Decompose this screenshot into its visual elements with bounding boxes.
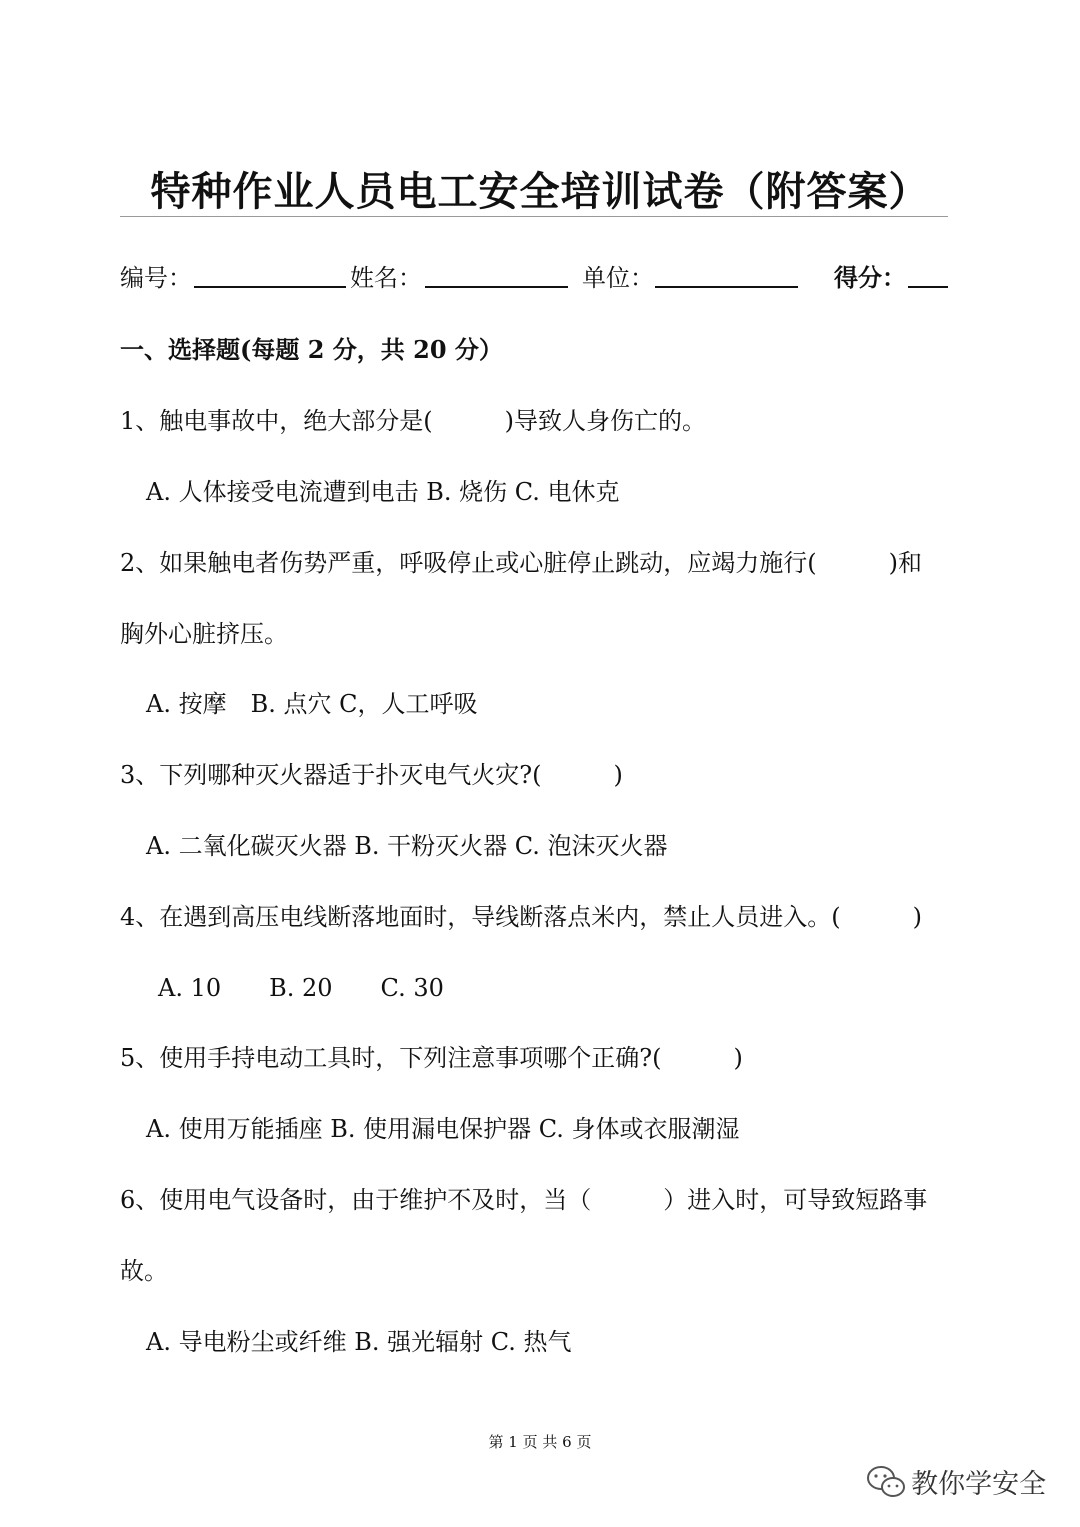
question-2-cont: 胸外心脏挤压。	[120, 620, 288, 648]
score-blank	[908, 286, 948, 288]
question-5-options: A. 使用万能插座 B. 使用漏电保护器 C. 身体或衣服潮湿	[146, 1115, 740, 1143]
question-6-cont: 故。	[120, 1257, 168, 1285]
page-title: 特种作业人员电工安全培训试卷（附答案）	[150, 168, 930, 215]
wechat-icon	[866, 1464, 906, 1500]
watermark	[866, 1462, 1046, 1501]
question-4: 4、在遇到高压电线断落地面时，导线断落点米内，禁止人员进入。( )	[120, 903, 922, 931]
question-6: 6、使用电气设备时，由于维护不及时，当（ ）进入时，可导致短路事	[120, 1186, 928, 1214]
question-5: 5、使用手持电动工具时，下列注意事项哪个正确?( )	[120, 1044, 743, 1072]
name-label: 姓名：	[350, 264, 422, 292]
question-1-options: A. 人体接受电流遭到电击 B. 烧伤 C. 电休克	[146, 478, 620, 506]
question-3: 3、下列哪种灭火器适于扑灭电气火灾?( )	[120, 761, 623, 789]
section-heading: 一、选择题(每题 2 分，共 20 分）	[120, 335, 503, 364]
number-blank	[194, 286, 346, 288]
title-divider	[120, 216, 948, 217]
name-blank	[425, 286, 568, 288]
watermark-text: 教你学安全	[911, 1469, 1047, 1500]
question-3-options: A. 二氧化碳灭火器 B. 干粉灭火器 C. 泡沫灭火器	[146, 832, 668, 860]
score-label: 得分：	[834, 263, 906, 292]
question-4-options: A. 10 B. 20 C. 30	[158, 974, 444, 1002]
question-6-options: A. 导电粉尘或纤维 B. 强光辐射 C. 热气	[146, 1328, 572, 1356]
unit-label: 单位：	[582, 264, 654, 292]
question-2-options: A. 按摩 B. 点穴 C，人工呼吸	[146, 690, 478, 718]
number-label: 编号：	[120, 264, 192, 292]
unit-blank	[655, 286, 798, 288]
question-2: 2、如果触电者伤势严重，呼吸停止或心脏停止跳动，应竭力施行( )和	[120, 549, 922, 577]
page-number: 第 1 页 共 6 页	[488, 1433, 592, 1451]
question-1: 1、触电事故中，绝大部分是( )导致人身伤亡的。	[120, 407, 706, 435]
